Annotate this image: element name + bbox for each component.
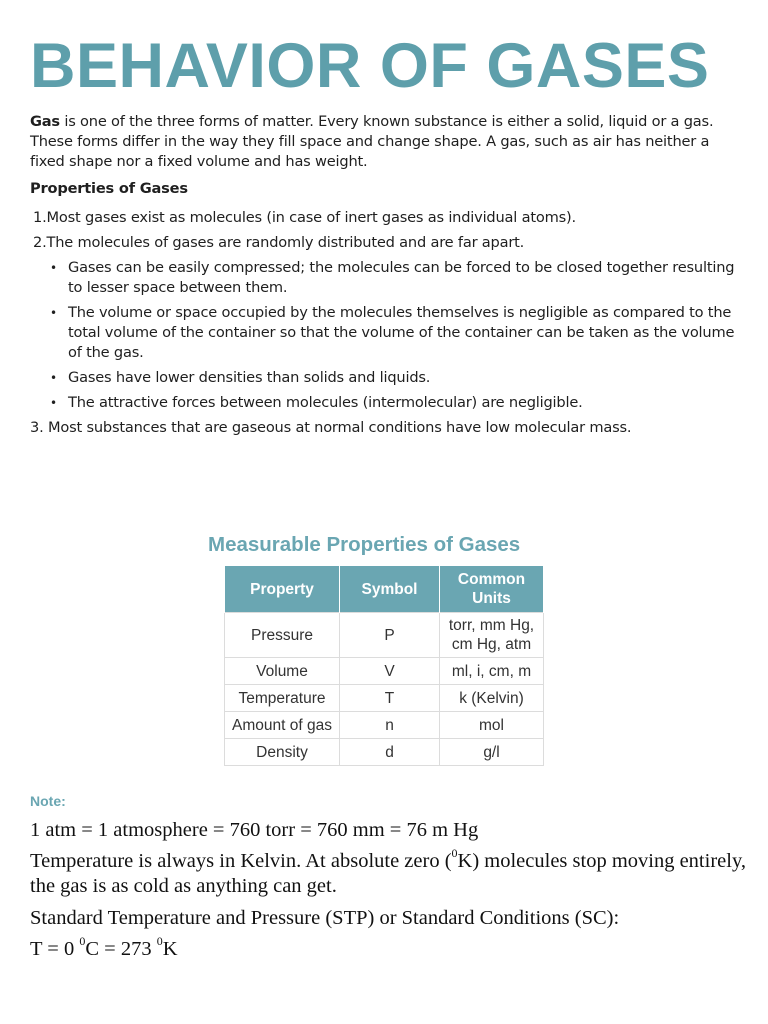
column-header-symbol: Symbol — [340, 566, 440, 613]
cell-property: Pressure — [225, 613, 340, 658]
bullet-text: The attractive forces between molecules (intermolecular) are negligible. — [68, 394, 583, 411]
bullet-text: The volume or space occupied by the molecules themselves is negligible as compared to the total volume of the container so that the volume of the container can be taken as the volume of the gas. — [68, 304, 735, 361]
page-title: BEHAVIOR OF GASES — [30, 31, 710, 101]
list-item-2: 2.The molecules of gases are randomly distributed and are far apart. — [33, 234, 525, 251]
cell-units: torr, mm Hg, cm Hg, atm — [440, 613, 544, 658]
cell-units: k (Kelvin) — [440, 685, 544, 712]
table-row — [225, 712, 544, 739]
bullet-dot-icon: • — [50, 306, 57, 320]
cell-property: Amount of gas — [225, 712, 340, 739]
cell-symbol: V — [340, 658, 440, 685]
column-header-units: Common Units — [440, 566, 544, 613]
bullet-item — [50, 393, 743, 413]
bullet-dot-icon: • — [50, 396, 57, 410]
bullet-text: Gases have lower densities than solids and liquids. — [68, 369, 431, 386]
cell-units: g/l — [440, 739, 544, 766]
cell-property: Density — [225, 739, 340, 766]
properties-heading: Properties of Gases — [30, 180, 188, 197]
intro-text: is one of the three forms of matter. Every known substance is either a solid, liquid or a gas. These forms differ in the way they fill space and change shape. A gas, such as air has neither a fixed shape nor a fixed volume and has weight. — [30, 113, 714, 170]
table-row — [225, 739, 544, 766]
bullet-item — [50, 303, 743, 363]
list-item-3: 3. Most substances that are gaseous at normal conditions have low molecular mass. — [30, 419, 632, 436]
intro-term: Gas — [30, 113, 60, 130]
cell-symbol: P — [340, 613, 440, 658]
cell-symbol: d — [340, 739, 440, 766]
note-kelvin: Temperature is always in Kelvin. At absolute zero ($^0$K) molecules stop moving entirely, the gas is as cold as anything can get. — [30, 846, 746, 897]
note-label: Note: — [30, 793, 66, 809]
table-row — [225, 685, 544, 712]
list-item-1: 1.Most gases exist as molecules (in case of inert gases as individual atoms). — [33, 209, 576, 226]
note-atm-conversion: 1 atm = 1 atmosphere = 760 torr = 760 mm = 76 m Hg — [30, 819, 479, 841]
intro-paragraph — [30, 112, 745, 172]
cell-symbol: T — [340, 685, 440, 712]
note-stp-temperature: T = 0 $^0$C = 273 $^0$K — [30, 934, 178, 960]
bullet-dot-icon: • — [50, 261, 57, 275]
cell-units: mol — [440, 712, 544, 739]
cell-property: Temperature — [225, 685, 340, 712]
table-row — [225, 658, 544, 685]
table-header-row — [225, 566, 544, 613]
cell-units: ml, i, cm, m — [440, 658, 544, 685]
note-stp-heading: Standard Temperature and Pressure (STP) or Standard Conditions (SC): — [30, 907, 620, 929]
column-header-property: Property — [225, 566, 340, 613]
cell-property: Volume — [225, 658, 340, 685]
table-row — [225, 613, 544, 658]
cell-symbol: n — [340, 712, 440, 739]
bullet-item — [50, 368, 743, 388]
bullet-item — [50, 258, 743, 298]
table-title: Measurable Properties of Gases — [208, 533, 521, 556]
properties-table — [224, 566, 544, 766]
bullet-dot-icon: • — [50, 371, 57, 385]
bullet-text: Gases can be easily compressed; the molecules can be forced to be closed together resulting to lesser space between them. — [68, 259, 735, 296]
